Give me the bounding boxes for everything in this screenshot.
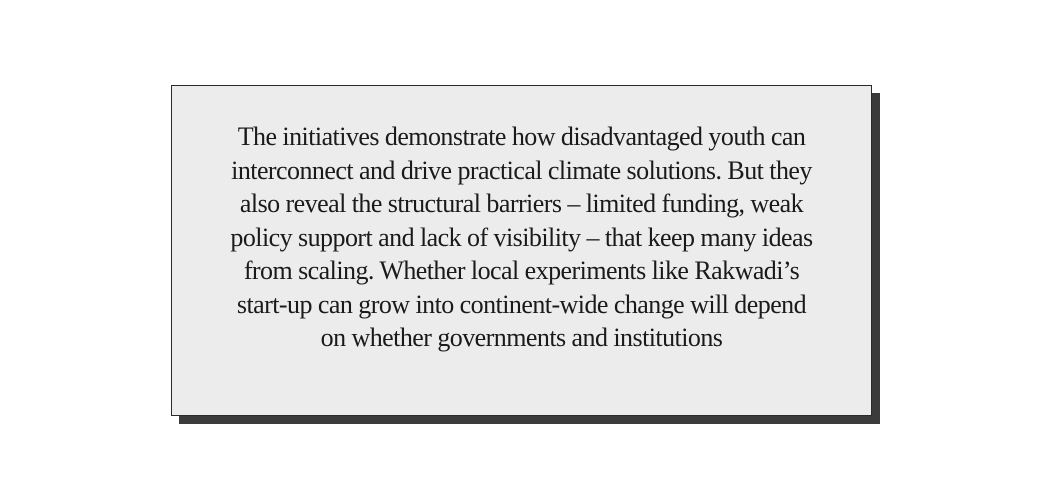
quote-line-4: policy support and lack of visibility – that keep many ideas [230,222,813,252]
quote-line-7: on whether governments and institutions [320,323,723,352]
quote-line-1: The initiatives demonstrate how disadvantaged youth can [237,122,806,151]
pull-quote-text [202,120,842,355]
quote-line-2: interconnect and drive practical climate solutions. But they [231,155,812,185]
quote-line-6: start-up can grow into continent-wide change will depend [236,289,807,319]
pull-quote-card [171,85,872,416]
quote-line-5: from scaling. Whether local experiments like Rakwadi’s [243,256,800,285]
quote-line-3: also reveal the structural barriers – limited funding, weak [239,189,804,218]
